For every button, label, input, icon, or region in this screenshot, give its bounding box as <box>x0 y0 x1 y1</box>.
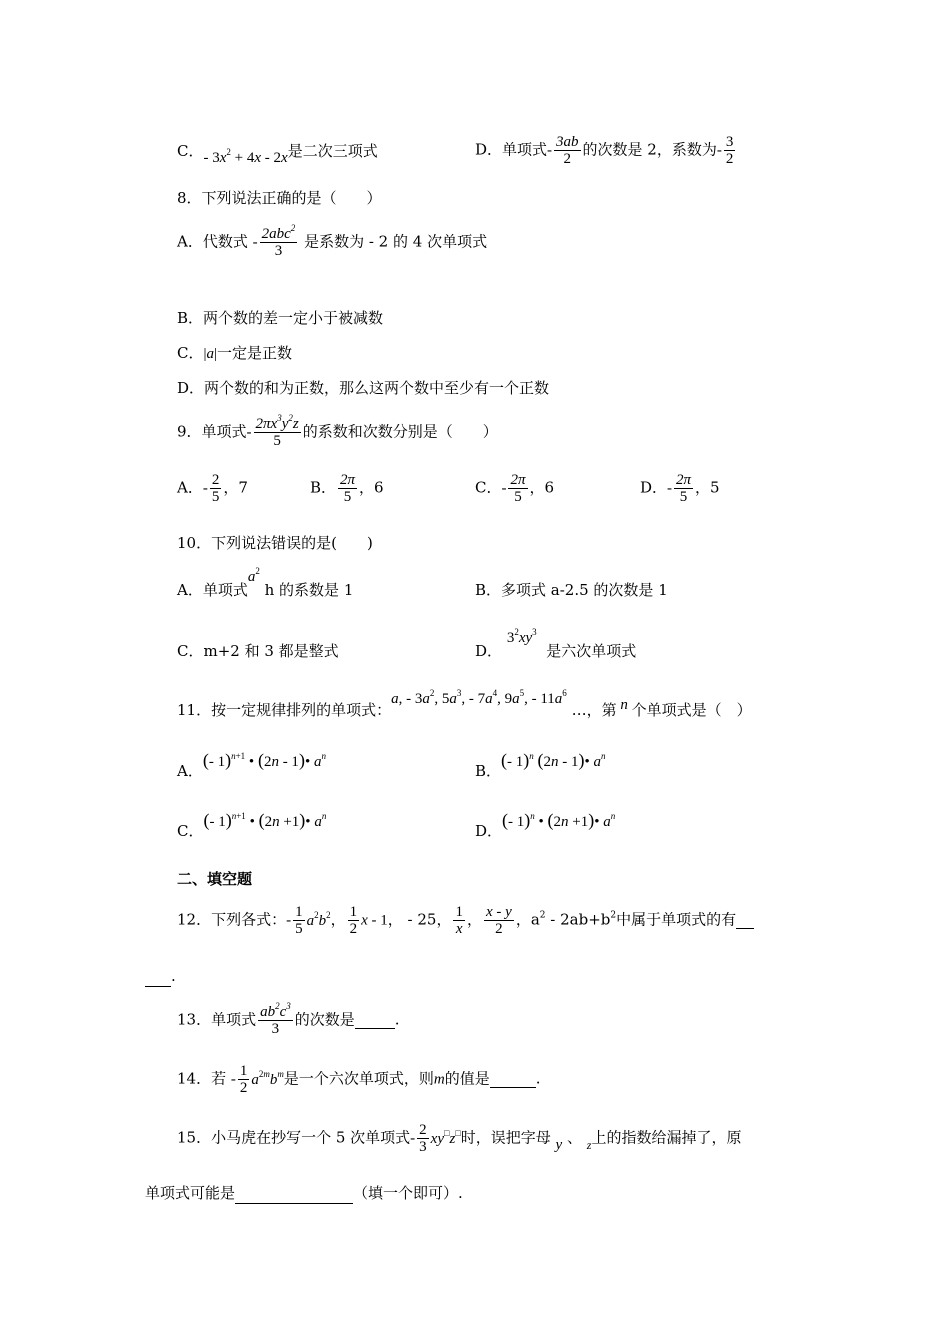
q9-option-a: A．- $\frac{2}{5}$ ，7 <box>177 472 248 505</box>
q7-d-fraction: $\frac{3ab}{2}$ <box>556 134 579 167</box>
q11-option-b: B．(- 1)$^n$ (2n - 1)• $a^n$ <box>475 750 606 780</box>
q8-option-a: A．代数式 - $\frac{2abc^2}{3}$ 是系数为 - 2 的 4 次单项式 <box>177 223 488 259</box>
q15-line2: 单项式可能是 （填一个即可）. <box>145 1184 463 1202</box>
q10-option-b: B．多项式 a-2.5 的次数是 1 <box>475 581 668 599</box>
q10-option-d: D． $3^2xy^3$ 是六次单项式 <box>475 627 637 660</box>
q8-option-d: D．两个数的和为正数，那么这两个数中至少有一个正数 <box>177 379 550 397</box>
q9-fraction: $\frac{2\pi x^3y^2z}{5}$ <box>255 413 299 449</box>
q11-option-a: A．(- 1)$^{n+1}$ • (2n - 1)• $a^n$ <box>177 750 326 780</box>
q11-option-c: C．(- 1)$^{n+1}$ • (2n +1)• $a^n$ <box>177 810 327 840</box>
q9-option-b: B． $\frac{2\pi}{5}$ ，6 <box>310 472 384 505</box>
q13-line: 13．单项式 $\frac{ab^2c^3}{3}$ 的次数是 . <box>177 1001 400 1037</box>
q7-option-c: C．- $3x^2 + 4x - 2x$是二次三项式 <box>177 142 378 166</box>
q7-option-d: D．单项式- $\frac{3ab}{2}$ 的次数是 2，系数为- $\frac{3}{2}$ <box>475 134 734 167</box>
q8-a-fraction: $\frac{2abc^2}{3}$ <box>261 223 296 259</box>
q10-option-c: C．m+2 和 3 都是整式 <box>177 642 339 660</box>
q9-stem: 9．单项式- $\frac{2\pi x^3y^2z}{5}$ 的系数和次数分别是（ ） <box>177 413 498 449</box>
section-title: 二、填空题 <box>177 870 253 888</box>
q9-option-d: D．- $\frac{2\pi}{5}$ ，5 <box>640 472 720 505</box>
q14-line: 14．若 - $\frac{1}{2}$ $a^{2m}b^m$是一个六次单项式，则m的值是 . <box>177 1063 541 1096</box>
q15-line1: 15．小马虎在抄写一个 5 次单项式- $\frac{2}{3}$ xy□z□时，误把字母 y 、 $_z$上的指数给漏掉了，原 <box>177 1122 742 1155</box>
q7-d-fraction-2: $\frac{3}{2}$ <box>725 134 734 167</box>
q8-option-c: C．|a|一定是正数 <box>177 344 293 362</box>
q10-option-a: A．单项式$a^2$ h 的系数是 1 <box>177 566 354 599</box>
q11-stem: 11．按一定规律排列的单项式：a, - $3a^2$, $5a^3$, - $7a^4$, $9a^5$, - $11a^6$ …，第 n 个单项式是（ ） <box>177 688 752 719</box>
q8-option-b: B．两个数的差一定小于被减数 <box>177 309 384 327</box>
q10-stem: 10．下列说法错误的是( ) <box>177 534 373 552</box>
q9-option-c: C．- $\frac{2\pi}{5}$ ，6 <box>475 472 555 505</box>
q7-c-expression: - $3x^2 + 4x - 2x$ <box>203 147 288 166</box>
q8-stem: 8．下列说法正确的是（ ） <box>177 189 382 207</box>
q12-answer-continued: . <box>145 966 176 987</box>
q12-line: 12．下列各式：- $\frac{1}{5}$ $a^2b^2$， $\frac{1}{2}$ x - 1， - 25， $\frac{1}{x}$ ， $\frac{x - y}{2}$ ，$a^2 - 2ab+b^2$中属于单项式的有 <box>177 904 754 937</box>
q11-option-d: D．(- 1)$^n$ • (2n +1)• $a^n$ <box>475 810 616 840</box>
